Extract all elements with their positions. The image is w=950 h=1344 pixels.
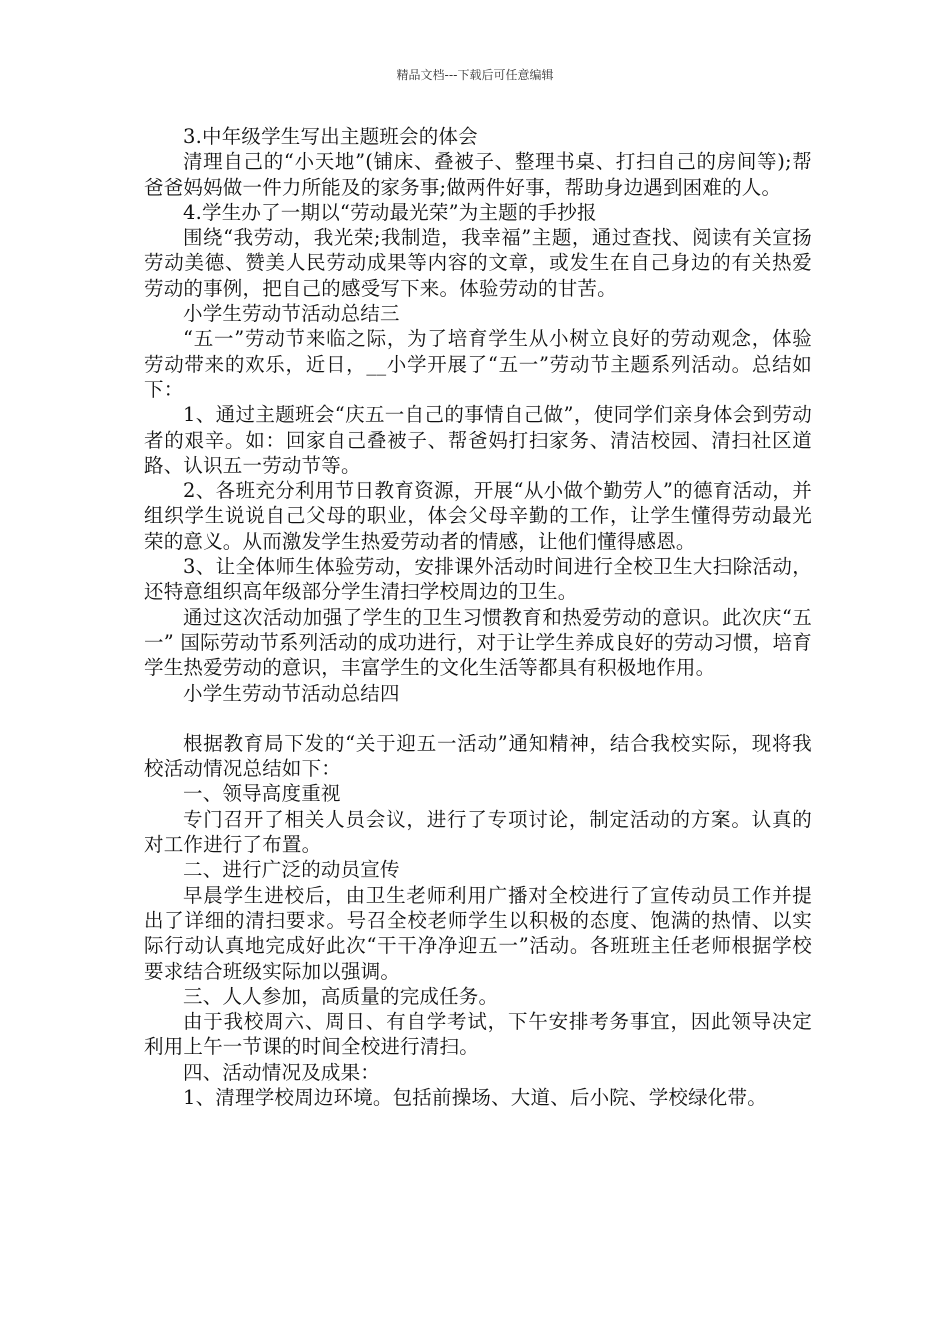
paragraph: 1、通过主题班会“庆五一自己的事情自己做”，使同学们亲身体会到劳动者的艰辛。如：回家自己叠被子、帮爸妈打扫家务、清洁校园、清扫社区道路、认识五一劳动节等。 [144, 403, 812, 477]
paragraph: 由于我校周六、周日、有自学考试，下午安排考务事宜，因此领导决定利用上午一节课的时间全校进行清扫。 [144, 1010, 812, 1059]
page-header: 精品文档---下载后可任意编辑 [396, 68, 554, 82]
section-heading: 小学生劳动节活动总结三 [183, 302, 400, 326]
paragraph: 围绕“我劳动，我光荣;我制造，我幸福”主题，通过查找、阅读有关宣扬劳动美德、赞美人民劳动成果等内容的文章，或发生在自己身边的有关热爱劳动的事例，把自己的感受写下来。体验劳动的甘苦。 [144, 226, 812, 300]
section-heading: 小学生劳动节活动总结四 [183, 681, 400, 705]
paragraph: 通过这次活动加强了学生的卫生习惯教育和热爱劳动的意识。此次庆“五一” 国际劳动节系列活动的成功进行，对于让学生养成良好的劳动习惯，培育学生热爱劳动的意识，丰富学生的文化生活等都具有积极地作用。 [144, 605, 812, 680]
paragraph: 根据教育局下发的“关于迎五一活动”通知精神，结合我校实际，现将我校活动情况总结如下： [144, 731, 812, 781]
subheading: 四、活动情况及成果： [183, 1060, 381, 1084]
subheading: 一、领导高度重视 [183, 782, 341, 806]
paragraph: 2、各班充分利用节日教育资源，开展“从小做个勤劳人”的德育活动，并组织学生说说自己父母的职业，体会父母辛勤的工作，让学生懂得劳动最光荣的意义。从而激发学生热爱劳动者的情感，让他们懂得感恩。 [144, 479, 812, 553]
paragraph: 1、清理学校周边环境。包括前操场、大道、后小院、学校绿化带。 [183, 1085, 767, 1109]
paragraph: 3、让全体师生体验劳动，安排课外活动时间进行全校卫生大扫除活动，还特意组织高年级部分学生清扫学校周边的卫生。 [144, 555, 812, 604]
subheading: 三、人人参加，高质量的完成任务。 [183, 984, 499, 1008]
paragraph: 3.中年级学生写出主题班会的体会 [183, 125, 478, 148]
blank-line [144, 706, 812, 731]
paragraph: 早晨学生进校后，由卫生老师利用广播对全校进行了宣传动员工作并提出了详细的清扫要求。号召全校老师学生以积极的态度、饱满的热情、以实际行动认真地完成好此次“干干净净迎五一”活动。各班班主任老师根据学校要求结合班级实际加以强调。 [144, 883, 812, 983]
paragraph: 清理自己的“小天地”(铺床、叠被子、整理书桌、打扫自己的房间等);帮爸爸妈妈做一件力所能及的家务事;做两件好事，帮助身边遇到困难的人。 [144, 150, 812, 199]
subheading: 二、进行广泛的动员宣传 [183, 858, 400, 882]
paragraph: 4.学生办了一期以“劳动最光荣”为主题的手抄报 [183, 200, 597, 224]
paragraph: “五一”劳动节来临之际，为了培育学生从小树立良好的劳动观念，体验劳动带来的欢乐，近日，__小学开展了“五一”劳动节主题系列活动。总结如下： [144, 327, 812, 401]
paragraph: 专门召开了相关人员会议，进行了专项讨论，制定活动的方案。认真的对工作进行了布置。 [144, 807, 812, 857]
document-body [144, 124, 812, 1110]
